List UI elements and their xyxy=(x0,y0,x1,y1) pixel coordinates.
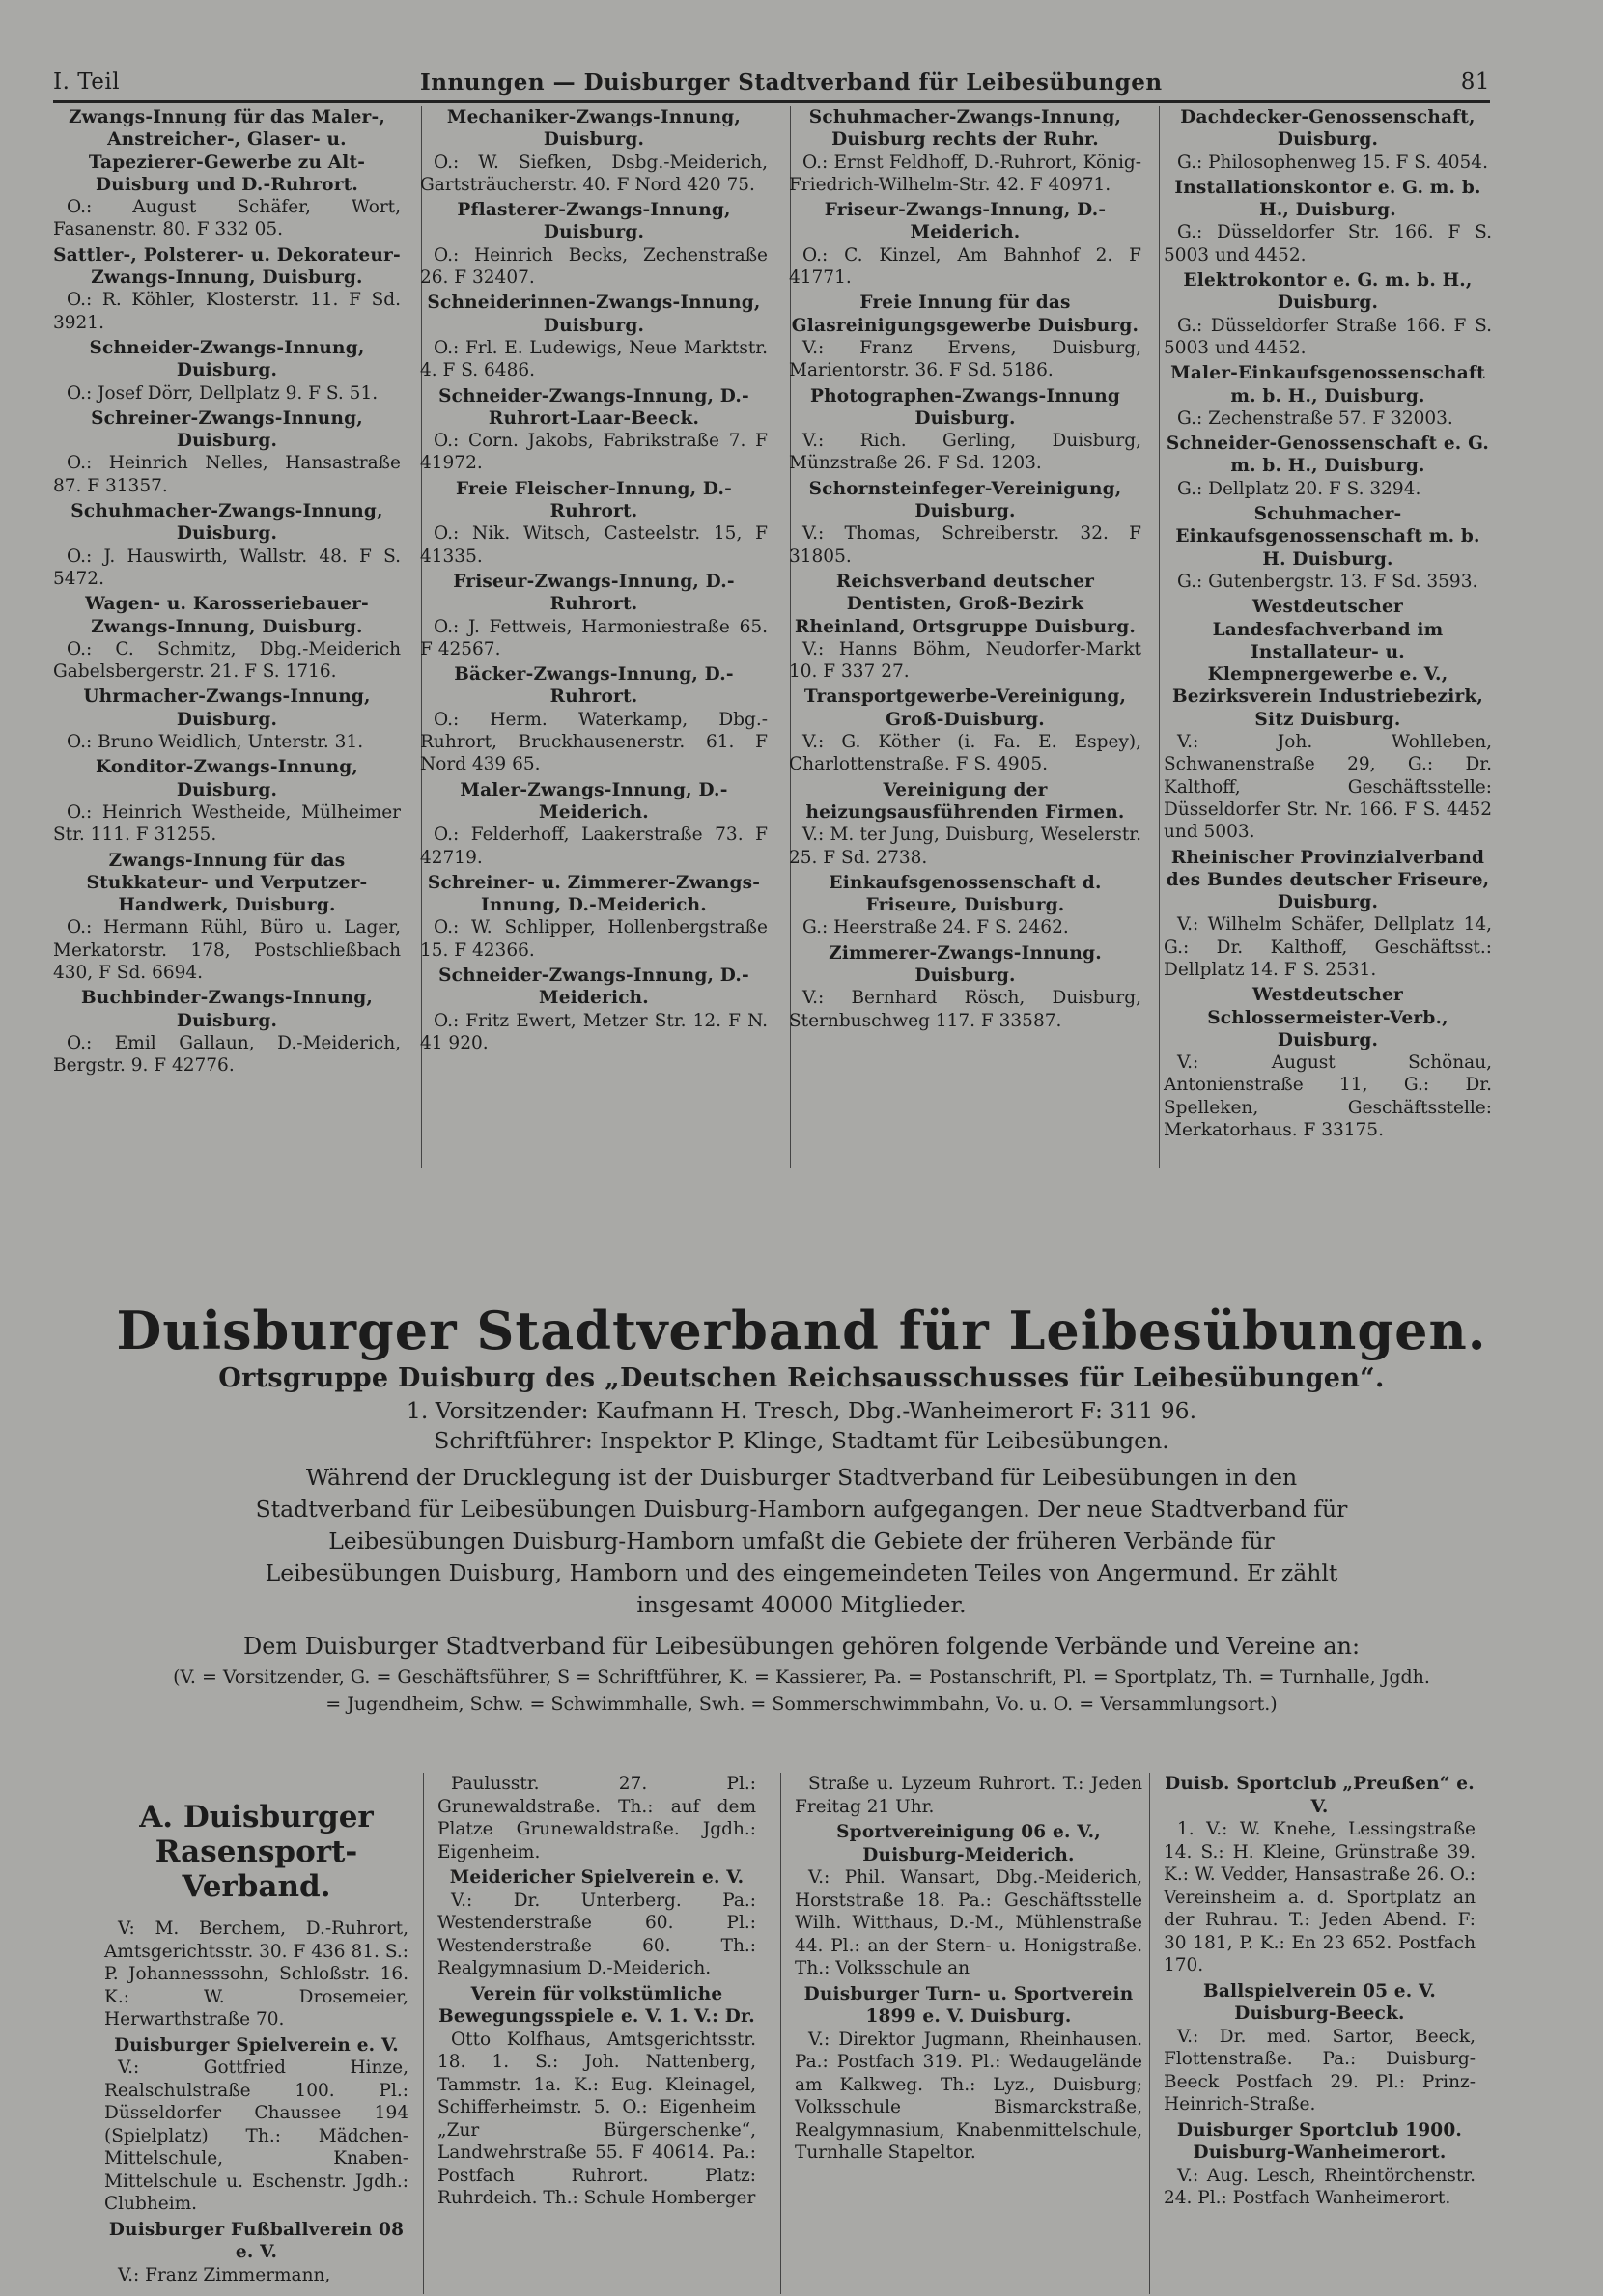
directory-entry xyxy=(789,292,1141,381)
entry-details: V.: Thomas, Schreiberstr. 32. F 31805. xyxy=(789,523,1141,567)
entry-details: O.: Hermann Rühl, Büro u. Lager, Merkatorstr. 178, Postschließbach 430, F Sd. 6694. xyxy=(53,917,401,983)
entry-title: Duisburger Spielverein e. V. xyxy=(114,2034,399,2056)
entry-details: O.: Josef Dörr, Dellplatz 9. F S. 51. xyxy=(67,382,379,404)
page-header xyxy=(53,68,1490,103)
entry-title: Verein für volkstümliche Bewegungsspiele e. V. 1. V.: Dr. xyxy=(438,1983,755,2027)
directory-entry xyxy=(420,385,768,475)
entry-title: Meidericher Spielverein e. V. xyxy=(449,1867,745,1888)
entry-details: O.: C. Kinzel, Am Bahnhof 2. F 41771. xyxy=(789,244,1141,289)
entry-details: O.: Emil Gallaun, D.-Meiderich, Bergstr. 9. F 42776. xyxy=(53,1032,401,1077)
directory-entry xyxy=(53,500,401,590)
abbreviation-legend: (V. = Vorsitzender, G. = Geschäftsführer, S = Schriftführer, K. = Kassierer, Pa. = Postanschrift, Pl. = Sportplatz, Th. = Turnhalle, Jgdh. = Jugendheim, Schw. = Schwimmhalle, Swh. = Sommerschwimmbahn, Vo. u. O. = Versammlungsort.) xyxy=(173,1666,1430,1715)
entry-details: V.: Dr. med. Sartor, Beeck, Flottenstraße. Pa.: Duisburg-Beeck Postfach 29. Pl.: Prinz-Heinrich-Straße. xyxy=(1164,2026,1476,2114)
entry-details: O.: R. Köhler, Klosterstr. 11. F Sd. 3921. xyxy=(53,290,401,333)
directory-entry xyxy=(789,478,1141,568)
entry-details: V.: Hanns Böhm, Neudorfer-Markt 10. F 337 27. xyxy=(789,638,1141,683)
entry-details: O.: Corn. Jakobs, Fabrikstraße 7. F 41972. xyxy=(420,431,768,474)
entry-title: Duisburger Fußballverein 08 e. V. xyxy=(108,2219,405,2262)
entry-title: Mechaniker-Zwangs-Innung, Duisburg. xyxy=(446,107,742,151)
column-2 xyxy=(420,106,768,1057)
column-1 xyxy=(53,106,401,1079)
entry-title: Elektrokontor e. G. m. b. H., Duisburg. xyxy=(1183,270,1473,314)
entry-title: Uhrmacher-Zwangs-Innung, Duisburg. xyxy=(83,686,371,730)
directory-entry xyxy=(437,1866,756,1980)
directory-entry xyxy=(789,385,1141,475)
entry-title: Zimmerer-Zwangs-Innung. Duisburg. xyxy=(829,942,1102,986)
entry-title: Schneider-Zwangs-Innung, Duisburg. xyxy=(89,337,365,381)
entry-details: Paulusstr. 27. Pl.: Grunewaldstraße. Th.: auf dem Platze Grunewaldstraße. Jgdh.: Eigenheim. xyxy=(437,1774,756,1862)
entry-details: G.: Düsseldorfer Straße 166. F S. 5003 und 4452. xyxy=(1164,315,1492,358)
entry-title: Maler-Einkaufsgenossenschaft m. b. H., Duisburg. xyxy=(1170,363,1485,406)
entry-details: O.: Herm. Waterkamp, Dbg.-Ruhrort, Bruckhausenerstr. 61. F Nord 439 65. xyxy=(420,709,768,775)
entry-details: O.: W. Siefken, Dsbg.-Meiderich, Gartsträucherstr. 40. F Nord 420 75. xyxy=(420,152,768,195)
directory-entry xyxy=(789,942,1141,1032)
entry-title: Photographen-Zwangs-Innung Duisburg. xyxy=(809,385,1121,429)
directory-entry xyxy=(437,1773,756,1863)
entry-details: V.: M. ter Jung, Duisburg, Weselerstr. 25. F Sd. 2738. xyxy=(789,825,1141,868)
entry-details: O.: J. Fettweis, Harmoniestraße 65. F 42567. xyxy=(420,616,768,659)
entry-title: Schuhmacher-Zwangs-Innung, Duisburg. xyxy=(70,501,383,545)
entry-title: Duisb. Sportclub „Preußen“ e. V. xyxy=(1165,1774,1475,1817)
entry-details: V.: Rich. Gerling, Duisburg, Münzstraße 26. F Sd. 1203. xyxy=(789,431,1141,474)
innungen-columns xyxy=(53,106,1492,1168)
directory-entry xyxy=(1164,1773,1476,1977)
directory-entry xyxy=(104,1918,408,2031)
entry-title: Konditor-Zwangs-Innung, Duisburg. xyxy=(95,757,359,800)
entry-title: Schneider-Genossenschaft e. G. m. b. H., Duisburg. xyxy=(1166,434,1490,477)
directory-entry xyxy=(1164,596,1492,843)
column-4 xyxy=(1164,106,1492,1144)
entry-details: V.: Dr. Unterberg. Pa.: Westenderstraße 60. Pl.: Westenderstraße 60. Th.: Realgymnasium D.-Meiderich. xyxy=(437,1890,756,1978)
entry-details: V.: Joh. Wohlleben, Schwanenstraße 29, G.: Dr. Kalthoff, Geschäftsstelle: Düsseldorfer Str. Nr. 166. F S. 4452 und 5003. xyxy=(1164,732,1492,843)
entry-details: G.: Zechenstraße 57. F 32003. xyxy=(1177,407,1453,429)
entry-title: Schuhmacher-Zwangs-Innung, Duisburg rechts der Ruhr. xyxy=(808,107,1122,151)
entry-details: V.: Franz Zimmermann, xyxy=(118,2264,331,2285)
directory-entry xyxy=(1164,847,1492,982)
directory-entry xyxy=(789,686,1141,775)
directory-entry xyxy=(420,292,768,381)
directory-entry xyxy=(795,1773,1142,1818)
entry-title: Schneider-Zwangs-Innung, D.-Meiderich. xyxy=(438,965,749,1009)
entry-title: Duisburger Sportclub 1900. Duisburg-Wanheimerort. xyxy=(1176,2119,1463,2163)
secretary-line: Schriftführer: Inspektor P. Klinge, Stadtamt für Leibesübungen. xyxy=(434,1427,1169,1454)
members-intro: Dem Duisburger Stadtverband für Leibesübungen gehören folgende Verbände und Vereine an: xyxy=(242,1633,1361,1660)
entry-title: Zwangs-Innung für das Stukkateur- und Verputzer-Handwerk, Duisburg. xyxy=(86,850,368,916)
entry-title: Westdeutscher Schlossermeister-Verb., Duisburg. xyxy=(1207,985,1448,1050)
entry-details: V.: G. Köther (i. Fa. E. Espey), Charlottenstraße. F S. 4905. xyxy=(789,732,1141,775)
directory-entry xyxy=(420,872,768,962)
club-column-4 xyxy=(1164,1773,1476,2213)
entry-details: O.: Heinrich Becks, Zechenstraße 26. F 32407. xyxy=(420,244,768,289)
chairman-line: 1. Vorsitzender: Kaufmann H. Tresch, Dbg.-Wanheimerort F: 311 96. xyxy=(406,1397,1197,1424)
entry-title: Zwangs-Innung für das Maler-, Anstreicher-, Glaser- u. Tapezierer-Gewerbe zu Alt-Duisburg und D.-Ruhrort. xyxy=(68,107,386,195)
entry-details: V.: Bernhard Rösch, Duisburg, Sternbuschweg 117. F 33587. xyxy=(789,988,1141,1031)
directory-entry xyxy=(53,850,401,985)
entry-details: V.: Gottfried Hinze, Realschulstraße 100. Pl.: Düsseldorfer Chaussee 194 (Spielplatz) Th.: Mädchen-Mittelschule, Knaben-Mittelschule u. Eschenstr. Jgdh.: Clubheim. xyxy=(104,2058,408,2214)
running-title: Innungen — Duisburger Stadtverband für Leibesübungen xyxy=(420,70,1163,96)
entry-details: V.: Wilhelm Schäfer, Dellplatz 14, G.: Dr. Kalthoff, Geschäftsst.: Dellplatz 14. F S. 2531. xyxy=(1164,914,1492,980)
entry-details: V.: Phil. Wansart, Dbg.-Meiderich, Horststraße 18. Pa.: Geschäftsstelle Wilh. Witthaus, D.-M., Mühlenstraße 44. Pl.: an der Stern- u. Honigstraße. Th.: Volksschule an xyxy=(795,1867,1142,1978)
entry-details: O.: Heinrich Westheide, Mülheimer Str. 111. F 31255. xyxy=(53,801,401,846)
entry-title: Friseur-Zwangs-Innung, D.-Meiderich. xyxy=(824,200,1107,243)
entry-details: O.: W. Schlipper, Hollenbergstraße 15. F 42366. xyxy=(420,917,768,961)
directory-entry xyxy=(1164,362,1492,430)
entry-details: V.: Aug. Lesch, Rheintörchenstr. 24. Pl.: Postfach Wanheimerort. xyxy=(1164,2165,1476,2208)
entry-details: V.: August Schönau, Antonienstraße 11, G.: Dr. Spelleken, Geschäftsstelle: Merkatorhaus. F 33175. xyxy=(1164,1052,1492,1141)
directory-entry xyxy=(1164,984,1492,1141)
section-heading: Duisburger Stadtverband für Leibesübungen. xyxy=(116,1300,1487,1361)
vereine-columns xyxy=(104,1773,1476,2294)
directory-entry xyxy=(1164,177,1492,266)
entry-title: Schreiner- u. Zimmerer-Zwangs-Innung, D.-Meiderich. xyxy=(427,872,761,916)
directory-entry xyxy=(1164,1980,1476,2116)
entry-details: G.: Gutenbergstr. 13. F Sd. 3593. xyxy=(1177,571,1478,592)
entry-details: V: M. Berchem, D.-Ruhrort, Amtsgerichtsstr. 30. F 436 81. S.: P. Johannesssohn, Schloßstr. 16. K.: W. Drosemeier, Herwarthstraße 70. xyxy=(104,1918,408,2030)
entry-title: Reichsverband deutscher Dentisten, Groß-Bezirk Rheinland, Ortsgruppe Duisburg. xyxy=(794,571,1137,637)
directory-entry xyxy=(420,965,768,1054)
directory-entry xyxy=(104,2219,408,2287)
directory-entry xyxy=(53,106,401,241)
entry-details: O.: Frl. E. Ludewigs, Neue Marktstr. 4. F S. 6486. xyxy=(420,337,768,381)
entry-details: O.: August Schäfer, Wort, Fasanenstr. 80. F 332 05. xyxy=(53,197,401,240)
entry-title: Schuhmacher-Einkaufsgenossenschaft m. b. H. Duisburg. xyxy=(1175,504,1480,570)
directory-entry xyxy=(420,106,768,196)
entry-details: G.: Philosophenweg 15. F S. 4054. xyxy=(1177,152,1488,173)
directory-entry xyxy=(420,199,768,289)
entry-details: Otto Kolfhaus, Amtsgerichtsstr. 18. 1. S.: Joh. Nattenberg, Tammstr. 1a. K.: Eug. Kleinagel, Schifferheimstr. 5. O.: Eigenheim „Zur Bürgerschenke“, Landwehrstraße 55. F 40614. Pa.: Postfach Ruhrort. Platz: Ruhrdeich. Th.: Schule Homberger xyxy=(437,2029,756,2208)
directory-entry xyxy=(53,756,401,846)
entry-title: Sportvereinigung 06 e. V., Duisburg-Meiderich. xyxy=(836,1822,1101,1865)
entry-title: Vereinigung der heizungsausführenden Firmen. xyxy=(805,779,1125,823)
entry-details: O.: Ernst Feldhoff, D.-Ruhrort, König-Friedrich-Wilhelm-Str. 42. F 40971. xyxy=(789,152,1141,195)
directory-entry xyxy=(420,779,768,869)
directory-entry xyxy=(789,872,1141,939)
entry-title: Freie Fleischer-Innung, D.-Ruhrort. xyxy=(455,478,733,522)
entry-title: Friseur-Zwangs-Innung, D.-Ruhrort. xyxy=(453,571,735,615)
section-subheading: Ortsgruppe Duisburg des „Deutschen Reichsausschusses für Leibesübungen“. xyxy=(218,1363,1385,1393)
entry-details: G.: Düsseldorfer Str. 166. F S. 5003 und 4452. xyxy=(1164,222,1492,266)
stadtverband-section xyxy=(0,1300,1603,1718)
notice-paragraph: Während der Drucklegung ist der Duisburger Stadtverband für Leibesübungen in den Stadtverband für Leibesübungen Duisburg-Hamborn aufgegangen. Der neue Stadtverband für Leibesübungen Duisburg-Hamborn umfaßt die Gebiete der früheren Verbände für Leibesübungen Duisburg, Hamborn und des eingemeindeten Teiles von Angermund. Er zählt insgesamt 40000 Mitglieder. xyxy=(255,1464,1348,1618)
club-column-3 xyxy=(795,1773,1142,2168)
directory-entry xyxy=(420,571,768,660)
entry-title: Schneiderinnen-Zwangs-Innung, Duisburg. xyxy=(427,293,761,336)
entry-title: Transportgewerbe-Vereinigung, Groß-Duisburg. xyxy=(803,686,1127,730)
directory-entry xyxy=(104,2034,408,2216)
entry-details: G.: Heerstraße 24. F S. 2462. xyxy=(802,917,1069,938)
entry-title: Duisburger Turn- u. Sportverein 1899 e. V. Duisburg. xyxy=(803,1983,1134,2027)
entry-details: O.: Heinrich Nelles, Hansastraße 87. F 31357. xyxy=(53,453,401,496)
entry-details: O.: Fritz Ewert, Metzer Str. 12. F N. 41 920. xyxy=(420,1010,768,1053)
directory-entry xyxy=(1164,269,1492,359)
entry-title: Schornsteinfeger-Vereinigung, Duisburg. xyxy=(808,478,1122,522)
directory-entry xyxy=(53,244,401,334)
entry-title: Installationskontor e. G. m. b. H., Duisburg. xyxy=(1174,177,1481,221)
directory-entry xyxy=(437,1983,756,2210)
column-3 xyxy=(789,106,1141,1035)
entry-details: O.: Felderhoff, Laakerstraße 73. F 42719. xyxy=(420,825,768,868)
entry-details: Straße u. Lyzeum Ruhrort. T.: Jeden Freitag 21 Uhr. xyxy=(795,1774,1142,1817)
directory-entry xyxy=(1164,503,1492,593)
club-column-1 xyxy=(104,1773,408,2289)
directory-entry xyxy=(53,593,401,683)
entry-details: V.: Franz Ervens, Duisburg, Marientorstr. 36. F Sd. 5186. xyxy=(789,337,1141,381)
entry-title: Maler-Zwangs-Innung, D.-Meiderich. xyxy=(460,779,728,823)
directory-entry xyxy=(1164,433,1492,500)
section-a-title: A. Duisburger Rasensport-Verband. xyxy=(139,1800,374,1904)
entry-details: O.: J. Hauswirth, Wallstr. 48. F S. 5472. xyxy=(53,546,401,589)
directory-entry xyxy=(789,199,1141,289)
directory-entry xyxy=(420,663,768,775)
entry-details: O.: C. Schmitz, Dbg.-Meiderich Gabelsbergerstr. 21. F S. 1716. xyxy=(53,638,401,683)
directory-entry xyxy=(795,1821,1142,1980)
part-label: I. Teil xyxy=(53,70,121,95)
entry-title: Sattler-, Polsterer- u. Dekorateur-Zwangs-Innung, Duisburg. xyxy=(53,244,401,289)
directory-entry xyxy=(53,337,401,405)
directory-entry xyxy=(53,407,401,497)
entry-title: Westdeutscher Landesfachverband im Installateur- u. Klempnergewerbe e. V., Bezirksverein Industriebezirk, Sitz Duisburg. xyxy=(1171,597,1484,730)
club-column-2 xyxy=(437,1773,756,2213)
entry-details: 1. V.: W. Knehe, Lessingstraße 14. S.: H. Kleine, Grünstraße 39. K.: W. Vedder, Hansastraße 26. O.: Vereinsheim a. d. Sportplatz an der Ruhrau. T.: Jeden Abend. F: 30 181, P. K.: En 23 652. Postfach 170. xyxy=(1164,1819,1476,1975)
directory-entry xyxy=(789,779,1141,869)
entry-title: Einkaufsgenossenschaft d. Friseure, Duisburg. xyxy=(829,872,1102,916)
directory-entry xyxy=(420,478,768,568)
entry-title: Dachdecker-Genossenschaft, Duisburg. xyxy=(1180,107,1476,151)
directory-entry xyxy=(789,106,1141,196)
directory-entry xyxy=(53,686,401,753)
directory-entry xyxy=(1164,106,1492,174)
entry-title: Ballspielverein 05 e. V. Duisburg-Beeck. xyxy=(1202,1980,1436,2024)
entry-details: G.: Dellplatz 20. F S. 3294. xyxy=(1177,478,1421,499)
directory-entry xyxy=(1164,2119,1476,2210)
entry-title: Schreiner-Zwangs-Innung, Duisburg. xyxy=(91,407,363,452)
entry-details: V.: Direktor Jugmann, Rheinhausen. Pa.: Postfach 319. Pl.: Wedaugelände am Kalkweg. Th.: Lyz., Duisburg; Volksschule Bismarckstraße, Realgymnasium, Knabenmittelschule, Turnhalle Stapeltor. xyxy=(795,2029,1142,2163)
entry-title: Wagen- u. Karosseriebauer-Zwangs-Innung, Duisburg. xyxy=(85,594,369,637)
entry-title: Freie Innung für das Glasreinigungsgewerbe Duisburg. xyxy=(791,293,1139,336)
entry-title: Pflasterer-Zwangs-Innung, Duisburg. xyxy=(457,200,731,243)
entry-title: Buchbinder-Zwangs-Innung, Duisburg. xyxy=(80,988,374,1031)
entry-title: Rheinischer Provinzialverband des Bundes deutscher Friseure, Duisburg. xyxy=(1166,847,1490,913)
directory-entry xyxy=(53,987,401,1077)
directory-entry xyxy=(795,1983,1142,2165)
entry-title: Schneider-Zwangs-Innung, D.-Ruhrort-Laar-Beeck. xyxy=(438,385,749,429)
entry-details: O.: Nik. Witsch, Casteelstr. 15, F 41335. xyxy=(420,523,768,567)
entry-title: Bäcker-Zwangs-Innung, D.-Ruhrort. xyxy=(454,664,734,708)
entry-details: O.: Bruno Weidlich, Unterstr. 31. xyxy=(67,732,364,753)
directory-entry xyxy=(789,571,1141,683)
page-number: 81 xyxy=(1460,70,1490,95)
